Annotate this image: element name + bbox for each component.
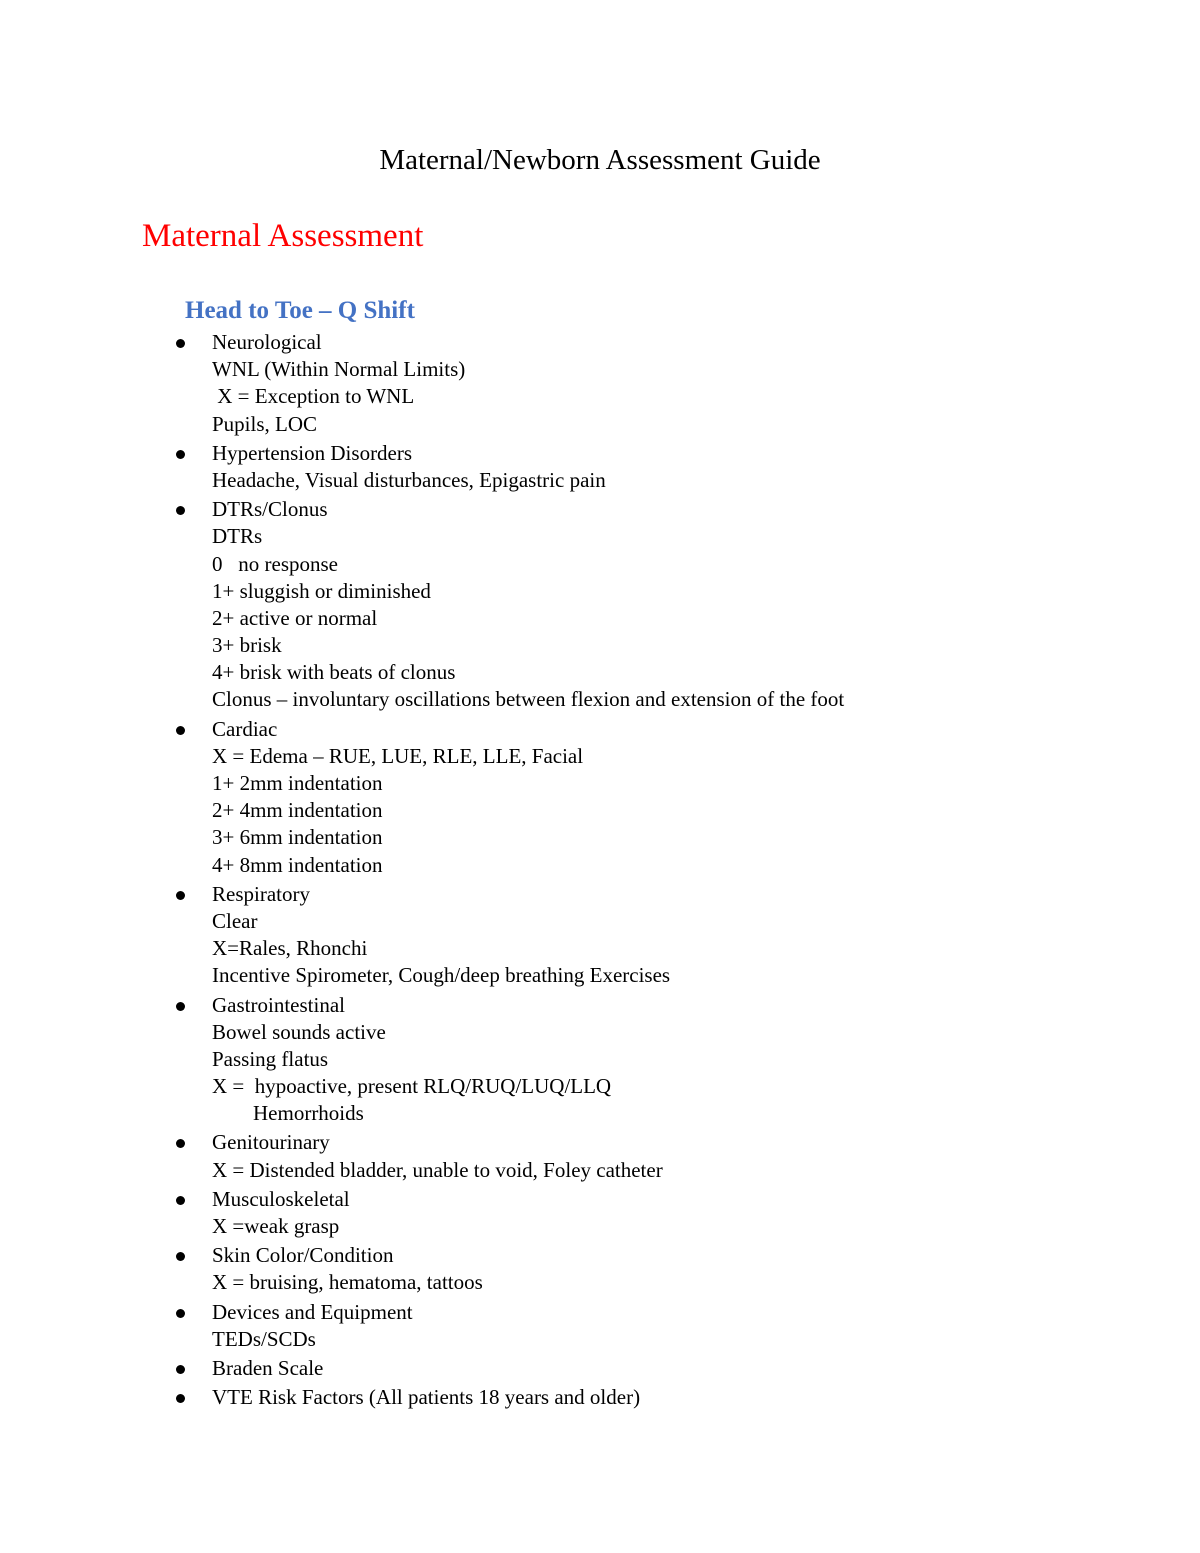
sub-heading-head-to-toe: Head to Toe – Q Shift <box>185 297 415 324</box>
item-detail: 0 no response <box>212 551 338 576</box>
item-detail: X=Rales, Rhonchi <box>212 936 368 961</box>
item-detail: Pupils, LOC <box>212 411 318 436</box>
bullet-icon <box>176 726 185 735</box>
document-title: Maternal/Newborn Assessment Guide <box>379 144 821 176</box>
item-detail: 1+ 2mm indentation <box>212 771 383 795</box>
item-detail: 2+ 4mm indentation <box>212 798 383 823</box>
bullet-icon <box>176 1139 185 1148</box>
list-item-musculoskeletal <box>0 1186 844 1240</box>
bullet-icon <box>176 1196 185 1205</box>
list-item-braden-scale <box>0 1355 844 1382</box>
item-detail: 4+ brisk with beats of clonus <box>212 660 456 685</box>
item-title: Cardiac <box>212 716 278 741</box>
item-detail: 2+ active or normal <box>212 605 378 630</box>
item-title: Respiratory <box>212 881 310 906</box>
item-detail: 4+ 8mm indentation <box>212 852 383 877</box>
item-title: Devices and Equipment <box>212 1299 413 1324</box>
item-detail: Clear <box>212 908 258 933</box>
item-detail: 3+ brisk <box>212 633 282 658</box>
bullet-icon <box>176 506 185 515</box>
list-item-dtrs-clonus <box>0 496 844 714</box>
item-detail: 1+ sluggish or diminished <box>212 578 431 603</box>
item-detail: X = bruising, hematoma, tattoos <box>212 1270 483 1295</box>
item-detail: Passing flatus <box>212 1046 329 1071</box>
bullet-icon <box>176 1394 185 1403</box>
list-item-devices-equipment <box>0 1299 844 1353</box>
list-item-cardiac <box>0 716 844 879</box>
item-title: Genitourinary <box>212 1130 330 1155</box>
item-detail: WNL (Within Normal Limits) <box>212 357 466 382</box>
item-detail: TEDs/SCDs <box>212 1326 316 1351</box>
bullet-icon <box>176 1365 185 1374</box>
bullet-icon <box>176 1252 185 1261</box>
item-detail: DTRs <box>212 524 263 549</box>
bullet-icon <box>176 1309 185 1318</box>
item-title: Braden Scale <box>212 1355 324 1380</box>
item-detail: X = Distended bladder, unable to void, Foley catheter <box>212 1157 663 1182</box>
bullet-icon <box>176 1002 185 1011</box>
item-detail: Headache, Visual disturbances, Epigastric pain <box>212 467 606 492</box>
list-item-neurological <box>0 329 844 438</box>
item-title: Gastrointestinal <box>212 992 345 1017</box>
bullet-icon <box>176 450 185 459</box>
item-title: DTRs/Clonus <box>212 497 328 522</box>
item-detail: Clonus – involuntary oscillations between flexion and extension of the foot <box>212 687 845 712</box>
bullet-icon <box>176 891 185 900</box>
item-title: Neurological <box>212 330 322 354</box>
item-detail: X = hypoactive, present RLQ/RUQ/LUQ/LLQ <box>212 1074 612 1099</box>
item-detail: Bowel sounds active <box>212 1019 386 1044</box>
item-detail: X = Edema – RUE, LUE, RLE, LLE, Facial <box>212 743 584 768</box>
item-detail: 3+ 6mm indentation <box>212 825 383 850</box>
list-item-respiratory <box>0 881 844 990</box>
item-detail: Incentive Spirometer, Cough/deep breathing Exercises <box>212 963 671 988</box>
list-item-vte-risk-factors <box>0 1384 844 1411</box>
item-title: Skin Color/Condition <box>212 1243 394 1268</box>
list-item-hypertension-disorders <box>0 440 844 494</box>
item-title: Musculoskeletal <box>212 1186 350 1211</box>
list-item-skin-color-condition <box>0 1242 844 1296</box>
item-detail-indented: Hemorrhoids <box>253 1101 364 1126</box>
assessment-list <box>0 329 844 1413</box>
list-item-gastrointestinal <box>0 992 844 1128</box>
section-heading-maternal-assessment: Maternal Assessment <box>142 218 424 254</box>
item-detail: X =weak grasp <box>212 1214 340 1238</box>
bullet-icon <box>176 339 185 348</box>
list-item-genitourinary <box>0 1129 844 1183</box>
item-detail: X = Exception to WNL <box>212 384 415 409</box>
item-title: Hypertension Disorders <box>212 440 413 465</box>
item-title: VTE Risk Factors (All patients 18 years and older) <box>212 1385 641 1410</box>
